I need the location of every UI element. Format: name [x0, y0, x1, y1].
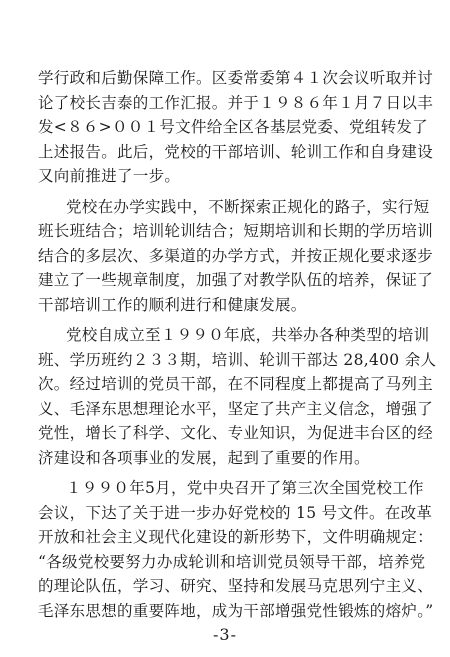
text-line: 学行政和后勤保障工作。区委常委第４１次会议听取并讨	[38, 69, 434, 87]
text-line: 又向前推进了一步。	[38, 167, 181, 185]
text-line: “各级党校要努力办成轮训和培训党员领导干部，培养党	[38, 553, 426, 571]
text-line: 会议，下达了关于进一步办好党校的 15 号文件。在改革	[38, 504, 433, 522]
paragraph-start-line: １９９０年5月，党中央召开了第三次全国党校工作	[66, 479, 424, 497]
text-line: 发<８６>００１号文件给全区各基层党委、党组转发了	[38, 118, 428, 136]
text-line: 论了校长吉泰的工作汇报。并于１９８６年１月７日以丰	[38, 94, 434, 112]
text-line: 结合的多层次、多渠道的办学方式，并按正规化要求逐步	[38, 247, 434, 265]
text-line: 的理论队伍，学习、研究、坚持和发展马克思列宁主义、	[38, 577, 434, 595]
text-line: 毛泽东思想的重要阵地，成为干部增强党性锻炼的熔炉。”	[38, 602, 434, 620]
text-line: 班长班结合；培训轮训结合；短期培训和长期的学历培训	[38, 222, 434, 240]
page-number: -3-	[213, 625, 237, 644]
text-line: 上述报告。此后，党校的干部培训、轮训工作和自身建设	[38, 143, 434, 161]
text-line: 班、学历班约２３３期，培训、轮训干部达 28,400 余人	[38, 351, 437, 369]
text-line: 干部培训工作的顺利进行和健康发展。	[38, 296, 307, 314]
text-line: 建立了一些规章制度，加强了对教学队伍的培养，保证了	[38, 271, 434, 289]
text-line: 次。经过培训的党员干部，在不同程度上都提高了马列主	[38, 375, 434, 393]
paragraph-start-line: 党校在办学实践中，不断探索正规化的路子，实行短	[66, 198, 430, 216]
paragraph-start-line: 党校自成立至１９９０年底，共举办各种类型的培训	[66, 326, 430, 344]
text-line: 义、毛泽东思想理论水平，坚定了共产主义信念，增强了	[38, 400, 434, 418]
text-line: 开放和社会主义现代化建设的新形势下，文件明确规定：	[38, 528, 434, 546]
text-line: 党性，增长了科学、文化、专业知识，为促进丰台区的经	[38, 424, 434, 442]
text-line: 济建设和各项事业的发展，起到了重要的作用。	[38, 449, 370, 467]
